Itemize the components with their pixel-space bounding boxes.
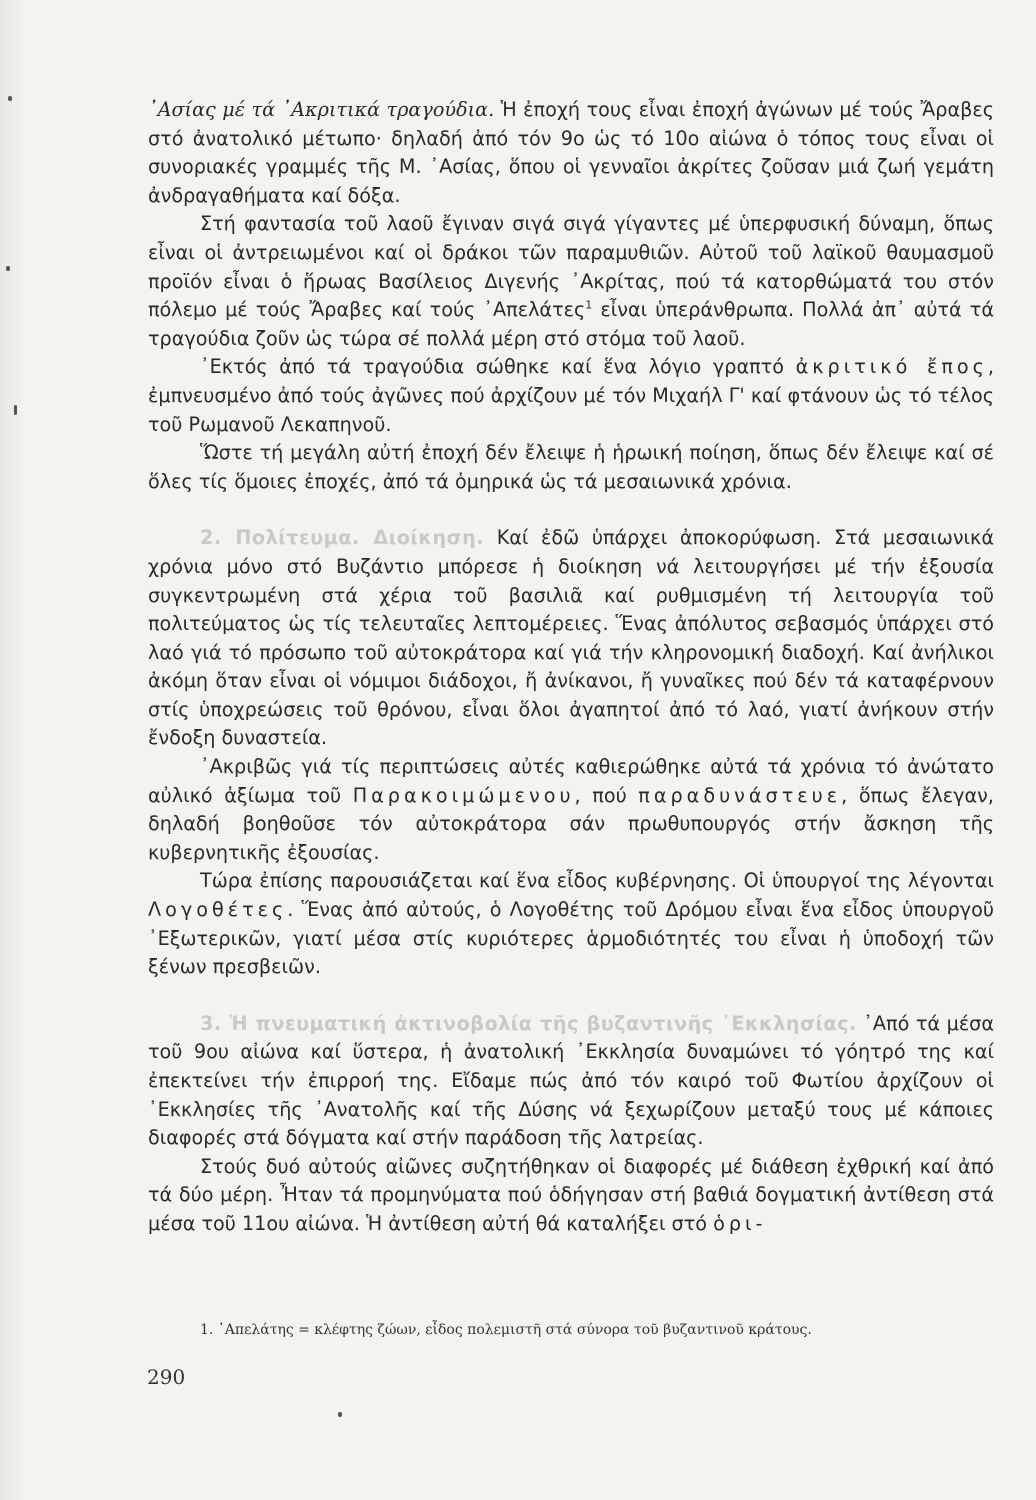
spaced-term: ὁρι- [713, 1211, 767, 1235]
paragraph-text: Ὥστε τή μεγάλη αὐτή ἐποχή δέν ἔλειψε ἡ ἡρωική ποίηση, ὅπως δέν ἔλειψε καί σέ ὅλες τίς ὅμοιες ἐποχές, ἀπό τά ὁμηρικά ὡς τά μεσαιωνικά χρόνια. [148, 441, 994, 493]
paragraph-text: Στούς δυό αὐτούς αἰῶνες συζητήθηκαν οἱ διαφορές μέ διάθεση ἐχθρική καί ἀπό τά δύο μέρη. Ἦταν τά προμηνύματα πού ὁδήγησαν στή βαθιά δογματική ἀντίθεση στά μέσα τοῦ 11ου αἰώνα. Ἡ ἀντίθεση αὐτή θά καταλήξει στό [148, 1154, 994, 1235]
paragraph-9 [148, 1153, 994, 1239]
spaced-term: Παρακοιμώμενου [352, 783, 575, 807]
footnote: 1. ᾿Απελάτης = κλέφτης ζώων, εἶδος πολεμιστῆ στά σύνορα τοῦ βυζαντινοῦ κράτους. [200, 1322, 812, 1338]
paragraph-text: , ὅπως ἔλεγαν, δηλαδή βοηθοῦσε τόν αὐτοκράτορα σάν πρωθυπουργός στήν ἄσκηση τῆς κυβερνητικῆς ἐξουσίας. [148, 783, 994, 864]
section-2 [148, 524, 994, 753]
paragraph-text: . Ἕνας ἀπό αὐτούς, ὁ Λογοθέτης τοῦ Δρόμου εἶναι ἕνα εἶδος ὑπουργοῦ ᾿Εξωτερικῶν, γιατί μέσα στίς κυριότερες ἁρμοδιότητές του εἶναι ἡ ὑποδοχή τῶν ξένων πρεσβειῶν. [148, 898, 994, 979]
paragraph-text: εἶναι ὑπεράνθρωπα. Πολλά ἀπ᾿ αὐτά τά τραγούδια ζοῦν ὡς τώρα σέ πολλά μέρη στό στόμα τοῦ λαοῦ. [148, 298, 994, 350]
paragraph-text: , ἐμπνευσμένο ἀπό τούς ἀγῶνες πού ἀρχίζουν μέ τόν Μιχαήλ Γ' καί φτάνουν ὡς τό τέλος τοῦ Ρωμανοῦ Λεκαπηνοῦ. [148, 355, 994, 436]
paragraph-text: Καί ἐδῶ ὑπάρχει ἀποκορύφωση. Στά μεσαιωνικά χρόνια μόνο στό Βυζάντιο μπόρεσε ἡ διοίκηση νά λειτουργήσει μέ τήν ἐξουσία συγκεντρωμένη στά χέρια τοῦ βασιλιᾶ καί ρυθμισμένη τή λειτουργία τοῦ πολιτεύματος ὡς τίς τελευταῖες λεπτομέρειες. Ἕνας ἀπόλυτος σεβασμός ὑπάρχει στό λαό γιά τό πρόσωπο τοῦ αὐτοκράτορα καί γιά τήν κληρονομική διαδοχή. Καί ἀνήλικοι ἀκόμη ὅταν εἶναι οἱ νόμιμοι διάδοχοι, ἤ ἀνίκανοι, ἤ γυναῖκες πού δέν τά καταφέρνουν στίς ὑποχρεώσεις τοῦ θρόνου, εἶναι ὅλοι ἀγαπητοί ἀπό τό λαό, γιατί ἀνήκουν στήν ἔνδοξη δυναστεία. [148, 526, 995, 750]
section-heading: 3. Ἡ πνευματική ἀκτινοβολία τῆς βυζαντινῆς ᾿Εκκλησίας. [200, 1011, 857, 1035]
paragraph-text: ᾿Από τά μέσα τοῦ 9ου αἰώνα καί ὕστερα, ἡ ἀνατολική ᾿Εκκλησία δυναμώνει τό γόητρό της καί ἐπεκτείνει τήν ἐπιρροή της. Εἴδαμε πώς ἀπό τόν καιρό τοῦ Φωτίου ἀρχίζουν οἱ ᾿Εκκλησίες τῆς ᾿Ανατολῆς καί τῆς Δύσης νά ξεχωρίζουν μεταξύ τους μέ κάποιες διαφορές στά δόγματα καί στήν παράδοση τῆς λατρείας. [148, 1011, 994, 1150]
spaced-term: παραδυνάστευε [638, 783, 842, 807]
body-text [148, 96, 994, 1239]
paragraph-6 [148, 753, 994, 867]
footnote-marker: 1 [585, 298, 593, 312]
paragraph-3 [148, 353, 994, 439]
paragraph-text: Ἡ ἐποχή τους εἶναι ἐποχή ἀγώνων μέ τούς Ἄραβες στό ἀνατολικό μέτωπο· δηλαδή ἀπό τόν 9ο ὡς τό 10ο αἰώνα ὁ τόπος τους εἶναι οἱ συνοριακές γραμμές τῆς Μ. ᾿Ασίας, ὅπου οἱ γενναῖοι ἀκρίτες ζοῦσαν μιά ζωή γεμάτη ἀνδραγαθήματα καί δόξα. [148, 98, 994, 207]
paragraph-2 [148, 210, 994, 353]
spaced-term: Λογοθέτες [148, 898, 288, 922]
speck [6, 266, 10, 271]
paragraph-text: , πού [574, 783, 639, 807]
speck [14, 405, 17, 415]
speck [338, 1412, 342, 1417]
page-edge-shadow [0, 0, 26, 1500]
paragraph-7 [148, 867, 994, 981]
section-3 [148, 1010, 994, 1153]
paragraph-1 [148, 96, 994, 210]
speck [8, 96, 12, 101]
italic-phrase: ᾿Ασίας μέ τά ᾿Ακριτικά τραγούδια. [148, 98, 495, 121]
section-heading: 2. Πολίτευμα. Διοίκηση. [200, 526, 485, 550]
paragraph-text: ᾿Εκτός ἀπό τά τραγούδια σώθηκε καί ἕνα λόγιο γραπτό [200, 355, 796, 379]
paragraph-text: Τώρα ἐπίσης παρουσιάζεται καί ἕνα εἶδος κυβέρνησης. Οἱ ὑπουργοί της λέγονται [200, 869, 994, 893]
spaced-term: ἀκριτικό ἔπος [795, 355, 988, 379]
paragraph-text: ᾿Ακριβῶς γιά τίς περιπτώσεις αὐτές καθιερώθηκε αὐτά τά χρόνια τό ἀνώτατο αὐλικό ἀξίωμα τοῦ [148, 755, 994, 807]
paragraph-text: Στή φαντασία τοῦ λαοῦ ἔγιναν σιγά σιγά γίγαντες μέ ὑπερφυσική δύναμη, ὅπως εἶναι οἱ ἀντρειωμένοι καί οἱ δράκοι τῶν παραμυθιῶν. Αὐτοῦ τοῦ λαϊκοῦ θαυμασμοῦ προϊόν εἶναι ὁ ἥρωας Βασίλειος Διγενής ᾿Ακρίτας, πού τά κατορθώματά του στόν πόλεμο μέ τούς Ἄραβες καί τούς ᾿Απελάτες [148, 212, 994, 322]
paragraph-4 [148, 439, 994, 496]
page-number: 290 [147, 1365, 186, 1389]
